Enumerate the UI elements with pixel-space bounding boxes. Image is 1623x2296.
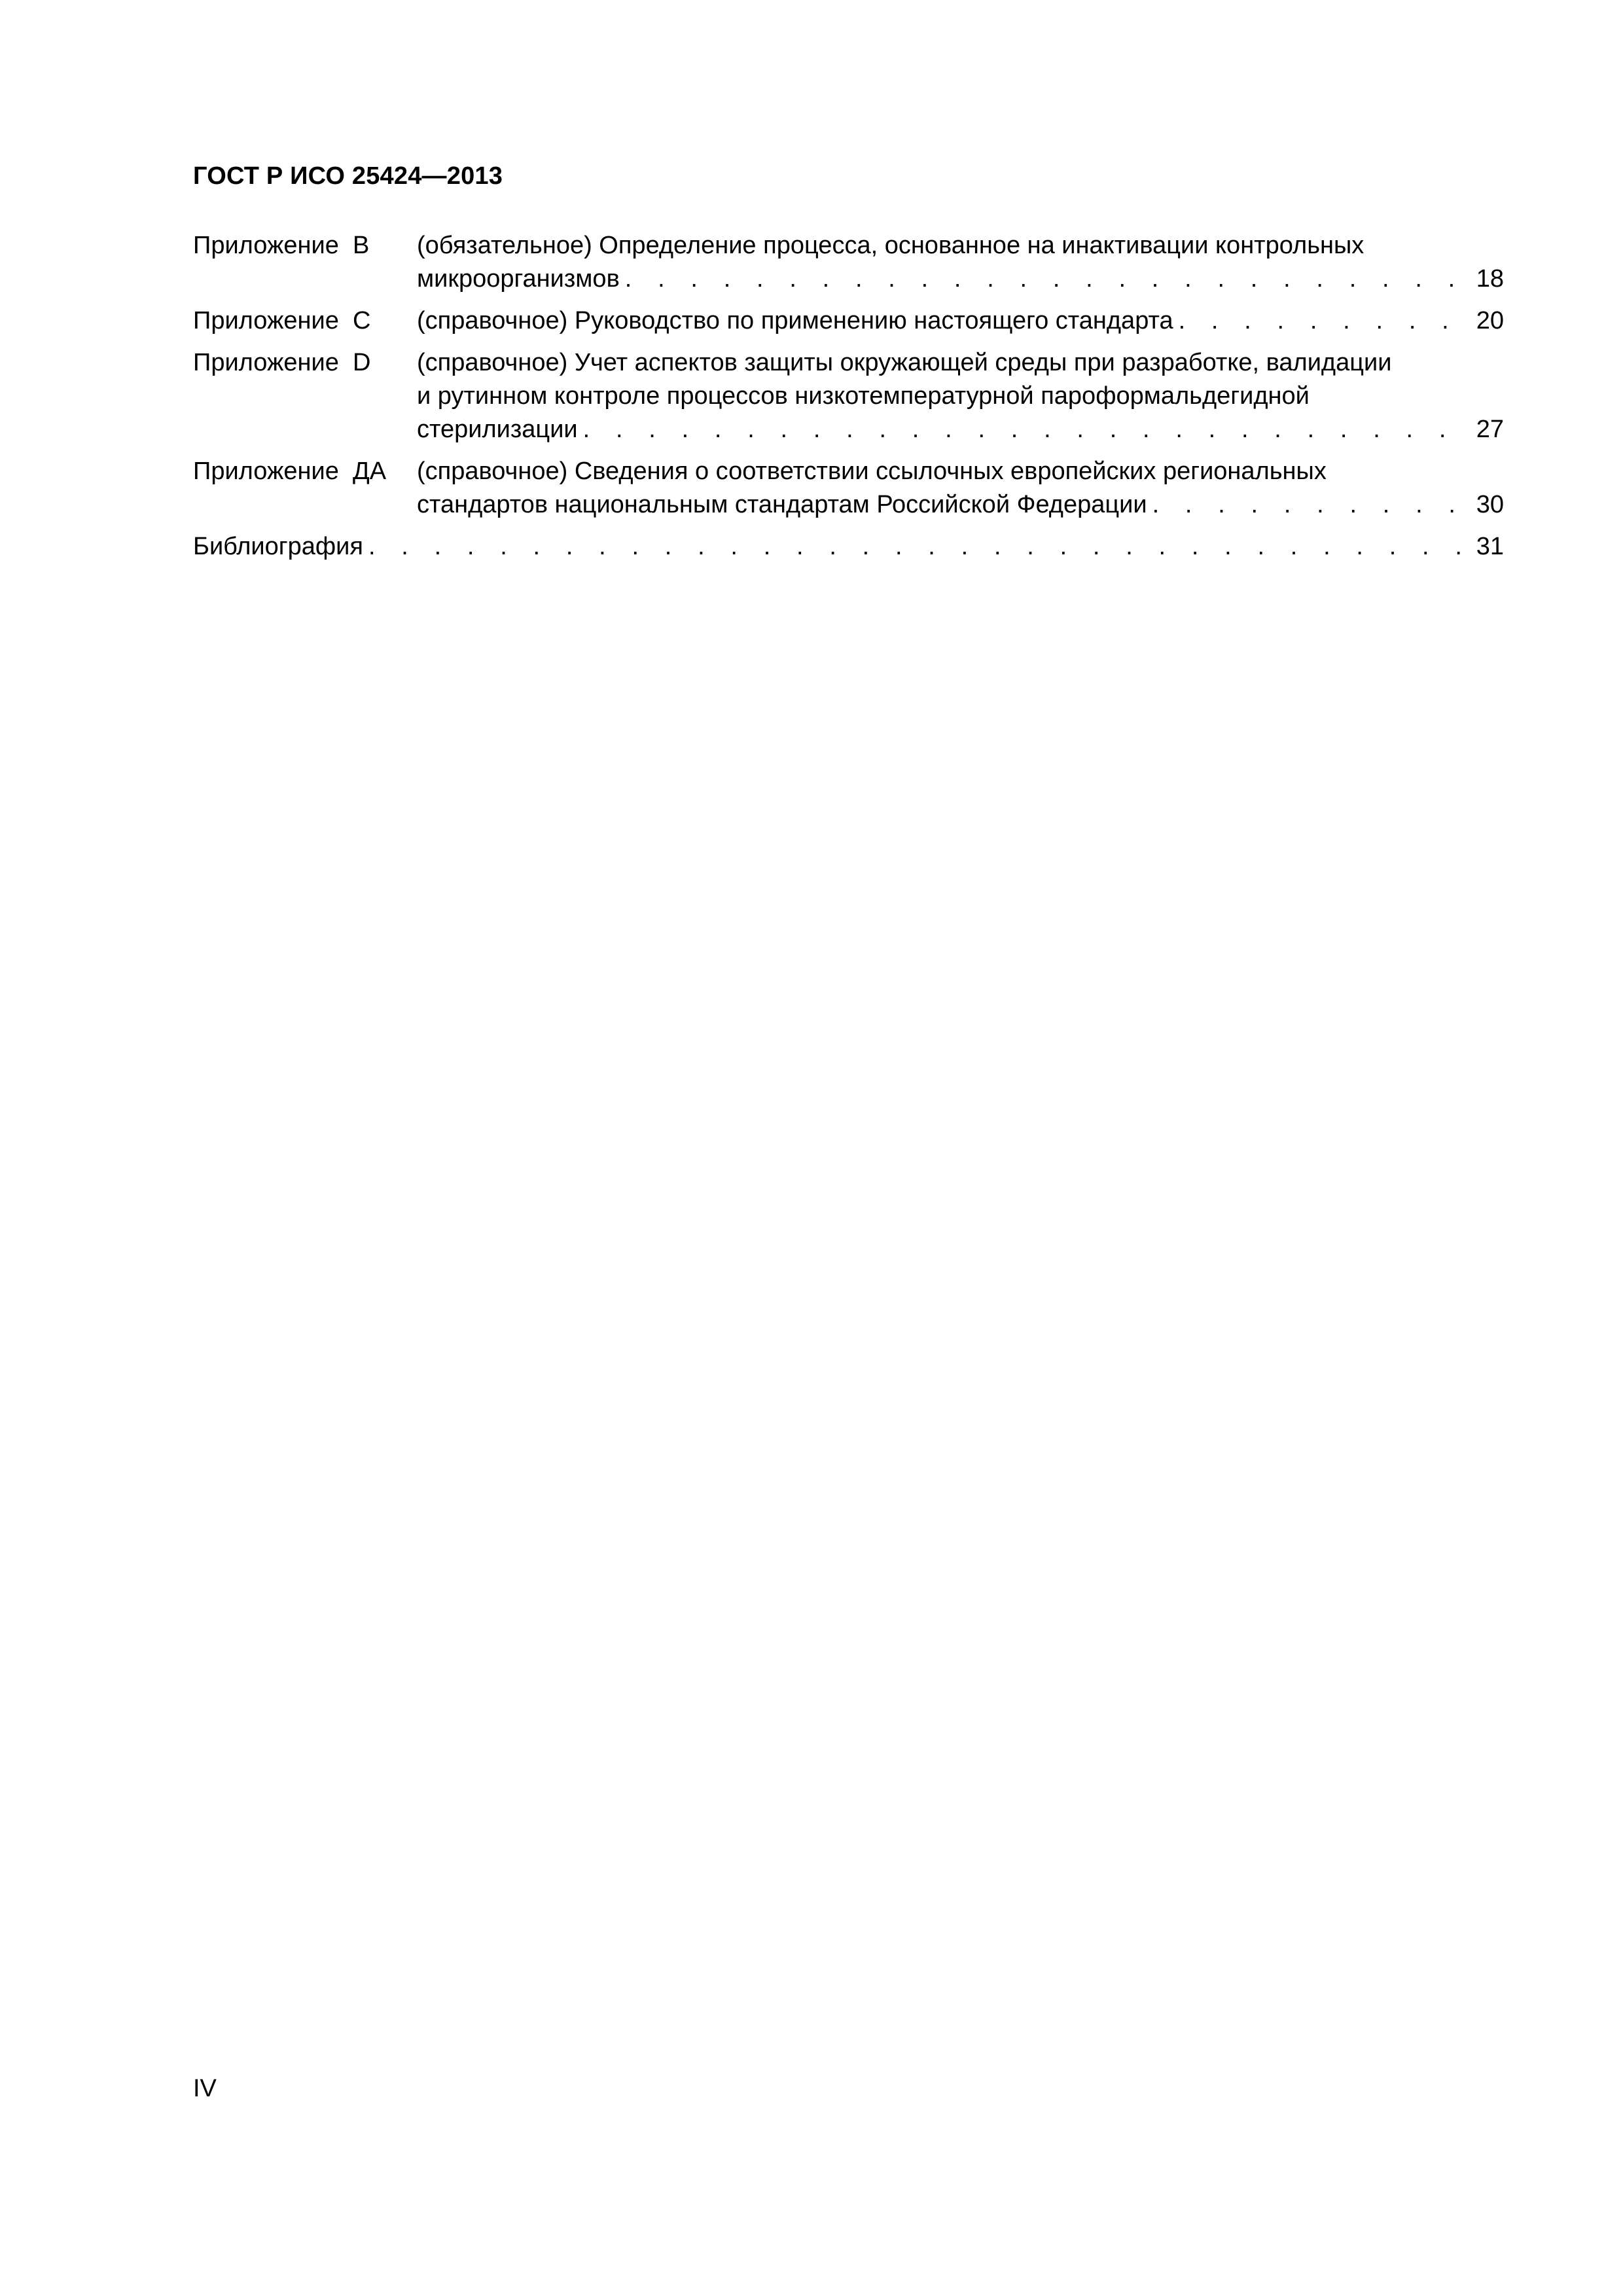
toc-entry-title-line: (обязательное) Определение процесса, основанное на инактивации контрольных (417, 232, 1364, 259)
toc-entry-body (417, 455, 1504, 522)
toc-entry-label: Приложение C (193, 307, 371, 334)
dot-leader (620, 262, 1474, 296)
toc-page-number: 27 (1476, 416, 1504, 443)
page-number: IV (193, 2075, 217, 2102)
toc-entry-label: Приложение B (193, 232, 370, 259)
document-header: ГОСТ Р ИСО 25424—2013 (193, 162, 503, 190)
toc-entry-label: Приложение ДА (193, 457, 387, 485)
dot-leader (363, 530, 1474, 564)
toc-entry-last-line (417, 413, 1504, 446)
toc-entry-title-line: (справочное) Сведения о соответствии ссылочных европейских региональных (417, 457, 1327, 485)
dot-leader (578, 413, 1474, 446)
toc-entry-last-line (417, 488, 1504, 522)
toc-page-number: 20 (1476, 307, 1504, 334)
toc-entry-label: Библиография (193, 533, 363, 560)
toc-entry-body (417, 229, 1504, 296)
toc-entry-appendix-d[interactable] (193, 346, 1504, 446)
toc-page-number: 30 (1476, 491, 1504, 518)
dot-leader (1173, 304, 1474, 338)
toc-entry-title-line: стандартов национальным стандартам Российской Федерации (417, 491, 1147, 518)
toc-entry-appendix-b[interactable] (193, 229, 1504, 296)
toc-entry-appendix-c[interactable] (193, 304, 1504, 338)
toc-entry-title-line: микроорганизмов (417, 265, 620, 293)
toc-entry-label: Приложение D (193, 349, 371, 376)
toc-entry-last-line (417, 262, 1504, 296)
toc-entry-title-line: и рутинном контроле процессов низкотемпературной пароформальдегидной (417, 382, 1310, 410)
toc-entry-body (417, 304, 1504, 338)
toc-entry-last-line (417, 304, 1504, 338)
table-of-contents (193, 229, 1504, 572)
toc-entry-title-line: стерилизации (417, 416, 578, 443)
toc-entry-appendix-da[interactable] (193, 455, 1504, 522)
toc-entry-title-line: (справочное) Учет аспектов защиты окружающей среды при разработке, валидации (417, 349, 1392, 376)
dot-leader (1147, 488, 1474, 522)
toc-entry-title-line: (справочное) Руководство по применению настоящего стандарта (417, 307, 1173, 334)
toc-page-number: 18 (1476, 265, 1504, 293)
toc-entry-bibliography[interactable] (193, 530, 1504, 564)
toc-page-number: 31 (1476, 533, 1504, 560)
toc-entry-body (417, 346, 1504, 446)
